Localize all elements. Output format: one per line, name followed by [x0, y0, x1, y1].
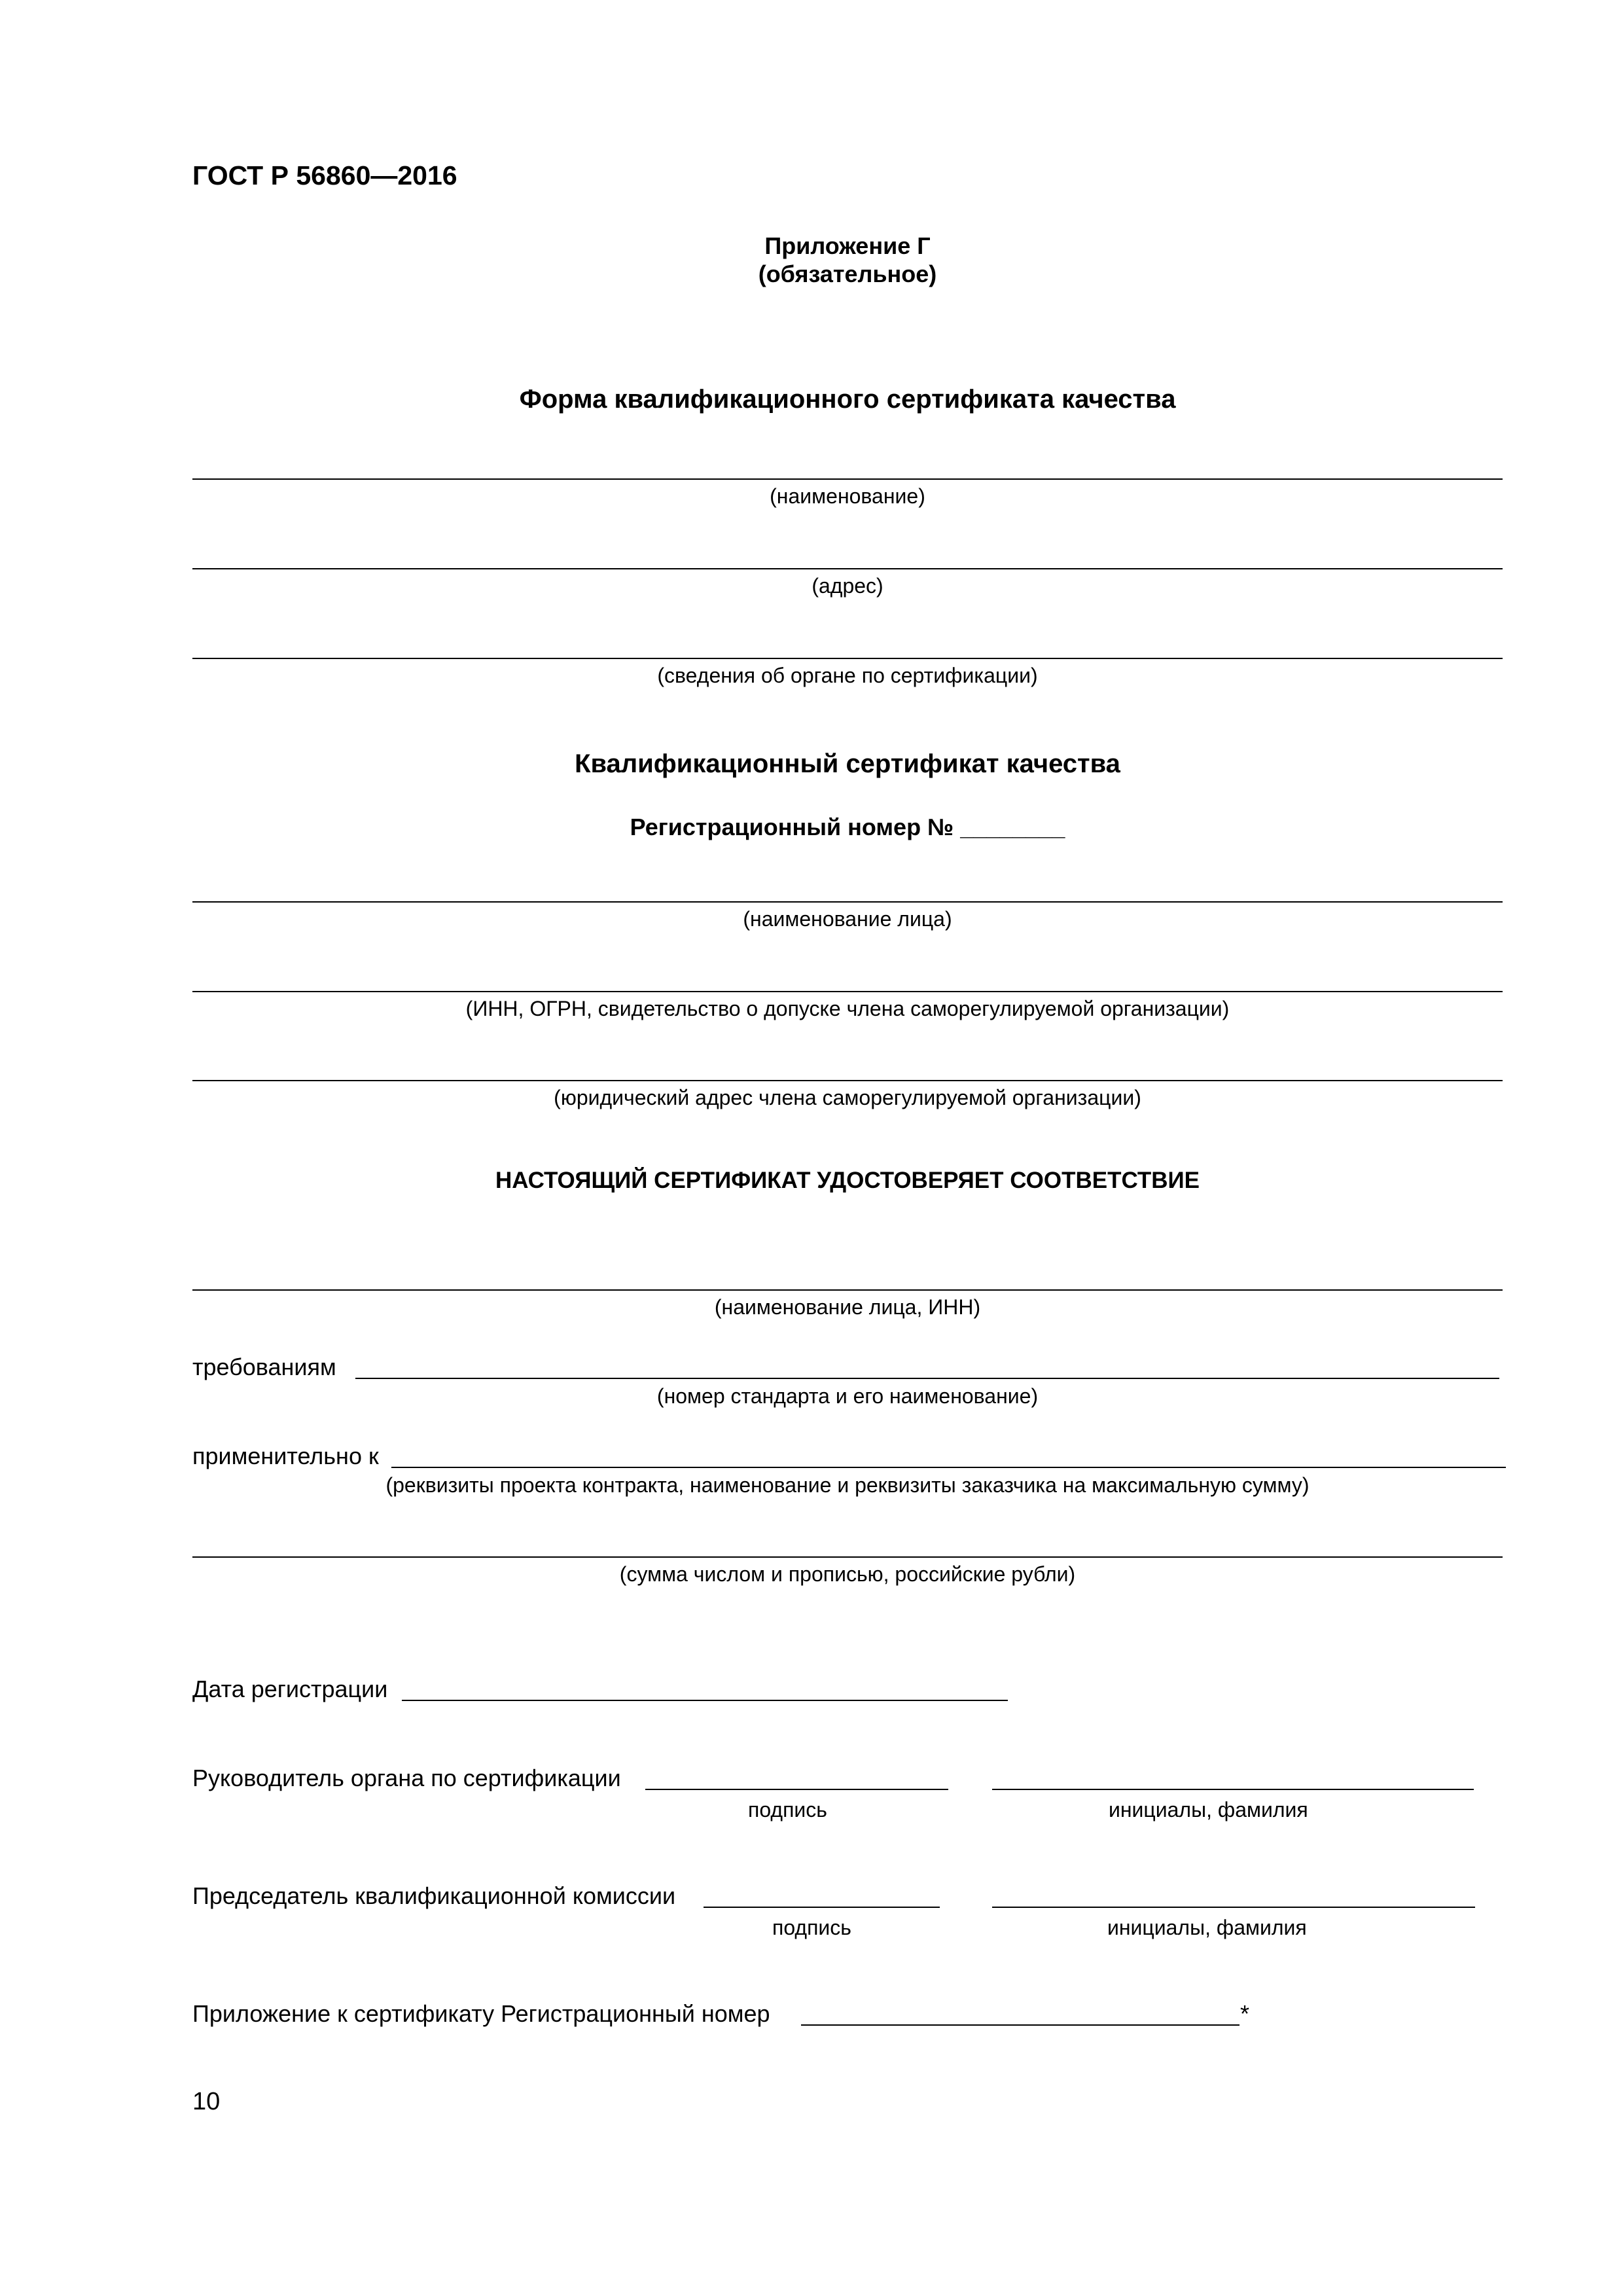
chairman-label: Председатель квалификационной комиссии [192, 1882, 676, 1909]
chairman-initials-caption: инициалы, фамилия [1107, 1916, 1307, 1939]
caption-address: (адрес) [812, 574, 883, 598]
caption-contract: (реквизиты проекта контракта, наименование и реквизиты заказчика на максимальную сумму) [385, 1473, 1310, 1497]
chairman-initials-line [992, 1907, 1475, 1908]
certificate-title: Квалификационный сертификат качества [575, 749, 1120, 778]
appendix-asterisk: * [1240, 2000, 1250, 2027]
requirements-line [355, 1378, 1499, 1379]
caption-person-inn: (наименование лица, ИНН) [714, 1295, 981, 1319]
caption-standard: (номер стандарта и его наименование) [656, 1384, 1039, 1408]
head-sign-caption: подпись [748, 1798, 827, 1821]
head-label: Руководитель органа по сертификации [192, 1765, 621, 1791]
caption-cert-body: (сведения об органе по сертификации) [657, 664, 1038, 687]
annex-status: (обязательное) [758, 260, 937, 287]
caption-name: (наименование) [770, 484, 925, 508]
cert-body-line [192, 658, 1503, 659]
page-number: 10 [192, 2088, 221, 2115]
chairman-signature-line [704, 1907, 940, 1908]
caption-inn-ogrn: (ИНН, ОГРН, свидетельство о допуске члена саморегулируемой организации) [465, 997, 1230, 1020]
sum-line [192, 1556, 1503, 1558]
legal-address-line [192, 1080, 1503, 1081]
form-title: Форма квалификационного сертификата качества [519, 385, 1176, 414]
person-inn-line [192, 1289, 1503, 1291]
annex-title: Приложение Г [764, 232, 931, 259]
reg-date-line [402, 1700, 1008, 1701]
head-initials-line [992, 1789, 1474, 1790]
address-line [192, 568, 1503, 569]
appendix-line [801, 2024, 1240, 2026]
caption-person-name: (наименование лица) [743, 907, 952, 931]
registration-number: Регистрационный номер № ________ [630, 814, 1065, 840]
caption-legal-address: (юридический адрес члена саморегулируемой организации) [554, 1086, 1141, 1109]
requirements-label: требованиям [192, 1354, 336, 1380]
name-line [192, 478, 1503, 480]
reg-date-label: Дата регистрации [192, 1676, 388, 1702]
head-initials-caption: инициалы, фамилия [1109, 1798, 1308, 1821]
applicable-label: применительно к [192, 1443, 379, 1469]
inn-ogrn-line [192, 991, 1503, 992]
document-header: ГОСТ Р 56860—2016 [192, 160, 457, 190]
caption-sum: (сумма числом и прописью, российские рубли) [619, 1562, 1076, 1586]
person-name-line [192, 901, 1503, 903]
appendix-label: Приложение к сертификату Регистрационный номер [192, 2000, 770, 2027]
chairman-sign-caption: подпись [772, 1916, 851, 1939]
attests-heading: НАСТОЯЩИЙ СЕРТИФИКАТ УДОСТОВЕРЯЕТ СООТВЕТСТВИЕ [495, 1168, 1200, 1193]
head-signature-line [645, 1789, 948, 1790]
applicable-line [391, 1467, 1506, 1468]
